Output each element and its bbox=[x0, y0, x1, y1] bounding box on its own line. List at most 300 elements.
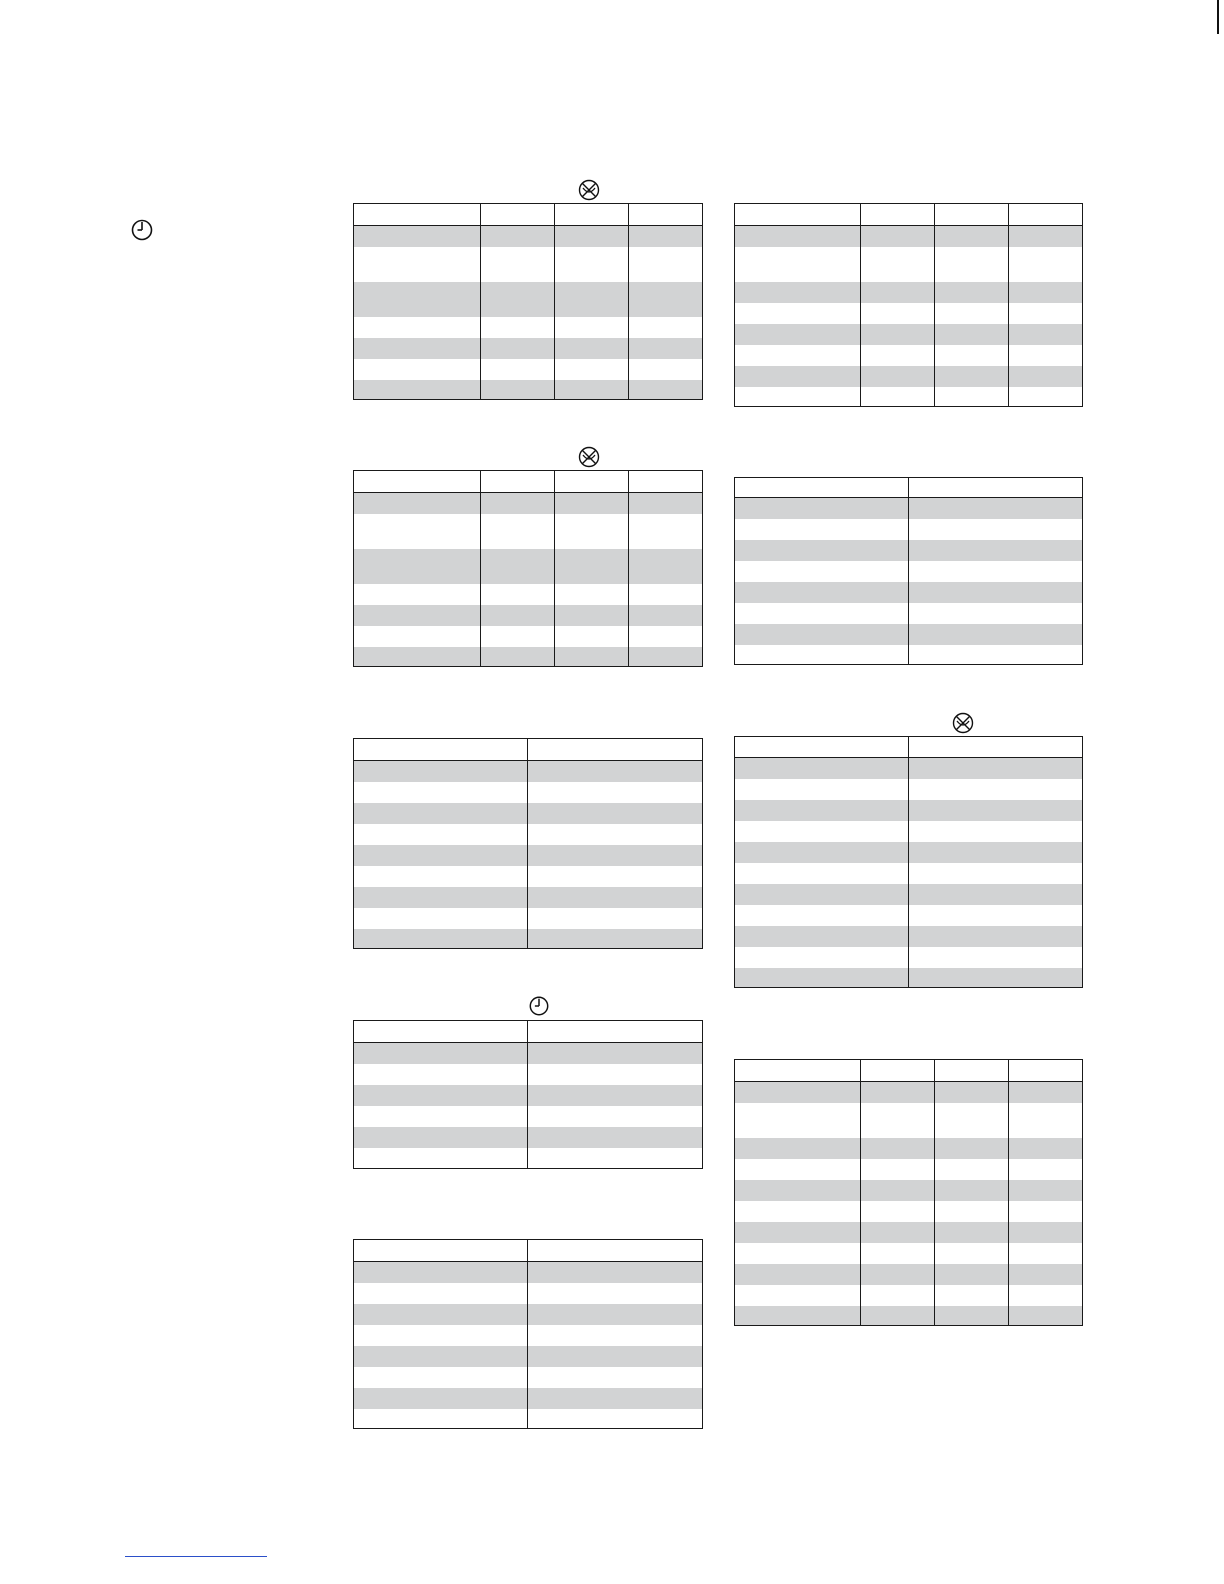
table-cell bbox=[354, 647, 481, 667]
table-header-row bbox=[354, 204, 703, 226]
crossed-bowl-icon bbox=[952, 712, 974, 734]
table-cell bbox=[861, 1180, 935, 1201]
table-row bbox=[735, 884, 1083, 905]
table-cell bbox=[935, 1201, 1009, 1222]
table-cell bbox=[935, 1243, 1009, 1264]
timer-icon bbox=[130, 218, 154, 242]
table-cell bbox=[861, 1306, 935, 1326]
table-cell bbox=[555, 247, 629, 282]
table-cell bbox=[861, 247, 935, 282]
table-cell bbox=[354, 1085, 528, 1106]
table-cell bbox=[735, 905, 909, 926]
table-cell bbox=[528, 1085, 703, 1106]
table-cell bbox=[909, 603, 1083, 624]
table-cell bbox=[935, 324, 1009, 345]
table-row bbox=[735, 387, 1083, 407]
table-row bbox=[354, 247, 703, 282]
table-cell bbox=[354, 359, 481, 380]
table-cell bbox=[354, 1240, 528, 1262]
table-cell bbox=[1009, 1159, 1083, 1180]
table-cell bbox=[481, 247, 555, 282]
table-cell bbox=[629, 493, 703, 514]
table-row bbox=[735, 645, 1083, 665]
table-cell bbox=[909, 905, 1083, 926]
table-cell bbox=[481, 493, 555, 514]
table-cell bbox=[555, 282, 629, 317]
table-cell bbox=[354, 514, 481, 549]
table-row bbox=[735, 303, 1083, 324]
program-table-6 bbox=[734, 203, 1083, 407]
table-cell bbox=[909, 842, 1083, 863]
table-row bbox=[354, 282, 703, 317]
table-row bbox=[735, 345, 1083, 366]
page-edge-rule bbox=[1217, 0, 1219, 34]
table-cell bbox=[629, 359, 703, 380]
table-cell bbox=[528, 1043, 703, 1064]
table-row bbox=[354, 1064, 703, 1085]
table-row bbox=[735, 247, 1083, 282]
program-table-5 bbox=[353, 1239, 703, 1429]
table-row bbox=[735, 498, 1083, 519]
table-cell bbox=[528, 1367, 703, 1388]
table-cell bbox=[528, 1325, 703, 1346]
table-row bbox=[354, 1127, 703, 1148]
table-row bbox=[735, 561, 1083, 582]
table-cell bbox=[1009, 1264, 1083, 1285]
table-cell bbox=[735, 884, 909, 905]
table-row bbox=[735, 226, 1083, 247]
table-cell bbox=[735, 1180, 861, 1201]
table-cell bbox=[1009, 387, 1083, 407]
table-row bbox=[354, 380, 703, 400]
table-cell bbox=[735, 478, 909, 498]
table-cell bbox=[629, 247, 703, 282]
table-cell bbox=[555, 549, 629, 584]
header-cell bbox=[555, 204, 629, 226]
table-cell bbox=[909, 968, 1083, 988]
table-cell bbox=[354, 1021, 528, 1043]
table-cell bbox=[1009, 247, 1083, 282]
program-table-1 bbox=[353, 203, 703, 400]
table-cell bbox=[528, 1283, 703, 1304]
table-cell bbox=[354, 338, 481, 359]
table-row bbox=[354, 514, 703, 549]
table-row bbox=[735, 1159, 1083, 1180]
footer-link-underline[interactable] bbox=[125, 1556, 267, 1557]
table-cell bbox=[528, 1106, 703, 1127]
table-cell bbox=[909, 561, 1083, 582]
program-table-8 bbox=[734, 736, 1083, 988]
table-cell bbox=[528, 866, 703, 887]
table-cell bbox=[735, 345, 861, 366]
table-row bbox=[354, 1085, 703, 1106]
table-cell bbox=[735, 1060, 861, 1082]
table-cell bbox=[528, 1148, 703, 1169]
table-row bbox=[735, 1082, 1083, 1103]
table-cell bbox=[935, 282, 1009, 303]
table-row bbox=[354, 866, 703, 887]
table-row bbox=[354, 626, 703, 647]
table-cell bbox=[555, 647, 629, 667]
table-cell bbox=[1009, 1138, 1083, 1159]
table-cell bbox=[861, 282, 935, 303]
table-row bbox=[735, 1306, 1083, 1326]
table-cell bbox=[861, 1201, 935, 1222]
table-cell bbox=[481, 317, 555, 338]
table-cell bbox=[555, 584, 629, 605]
table-cell bbox=[528, 887, 703, 908]
table-header-row bbox=[354, 471, 703, 493]
table-cell bbox=[629, 471, 703, 493]
table-cell bbox=[555, 226, 629, 247]
table-cell bbox=[528, 845, 703, 866]
table-cell bbox=[735, 561, 909, 582]
table-row bbox=[735, 1103, 1083, 1138]
table-row bbox=[735, 968, 1083, 988]
table-cell bbox=[909, 884, 1083, 905]
table-row bbox=[735, 1180, 1083, 1201]
table-cell bbox=[735, 540, 909, 561]
table-cell bbox=[555, 317, 629, 338]
table-cell bbox=[481, 282, 555, 317]
table-cell bbox=[1009, 1306, 1083, 1326]
table-cell bbox=[528, 824, 703, 845]
table-row bbox=[735, 282, 1083, 303]
header-cell bbox=[629, 204, 703, 226]
table-cell bbox=[629, 380, 703, 400]
table-cell bbox=[354, 1283, 528, 1304]
table-cell bbox=[935, 1180, 1009, 1201]
table-cell bbox=[735, 737, 909, 758]
table-cell bbox=[528, 761, 703, 782]
table-cell bbox=[861, 387, 935, 407]
table-row bbox=[735, 366, 1083, 387]
table-row bbox=[354, 1262, 703, 1283]
table-cell bbox=[354, 1409, 528, 1429]
table-cell bbox=[935, 226, 1009, 247]
table-cell bbox=[354, 782, 528, 803]
table-cell bbox=[861, 226, 935, 247]
table-cell bbox=[735, 603, 909, 624]
table-cell bbox=[481, 359, 555, 380]
table-cell bbox=[935, 1060, 1009, 1082]
table-row bbox=[735, 758, 1083, 779]
table-cell bbox=[354, 626, 481, 647]
table-cell bbox=[528, 803, 703, 824]
table-cell bbox=[1009, 282, 1083, 303]
table-cell bbox=[861, 204, 935, 226]
table-cell bbox=[735, 1138, 861, 1159]
table-cell bbox=[735, 779, 909, 800]
table-cell bbox=[354, 493, 481, 514]
table-cell bbox=[935, 204, 1009, 226]
table-row bbox=[354, 1367, 703, 1388]
table-row bbox=[735, 582, 1083, 603]
table-cell bbox=[629, 317, 703, 338]
table-cell bbox=[909, 645, 1083, 665]
table-cell bbox=[354, 887, 528, 908]
table-row bbox=[354, 1043, 703, 1064]
table-row bbox=[735, 800, 1083, 821]
table-cell bbox=[935, 247, 1009, 282]
table-cell bbox=[735, 863, 909, 884]
program-table-4 bbox=[353, 1020, 703, 1169]
table-cell bbox=[935, 1138, 1009, 1159]
table-cell bbox=[481, 584, 555, 605]
table-row bbox=[735, 624, 1083, 645]
table-cell bbox=[481, 338, 555, 359]
table-cell bbox=[629, 584, 703, 605]
table-cell bbox=[629, 626, 703, 647]
table-cell bbox=[528, 908, 703, 929]
table-cell bbox=[861, 1285, 935, 1306]
table-header-row bbox=[735, 204, 1083, 226]
table-row bbox=[735, 324, 1083, 345]
table-cell bbox=[528, 1127, 703, 1148]
table-cell bbox=[1009, 345, 1083, 366]
table-cell bbox=[1009, 1285, 1083, 1306]
table-cell bbox=[555, 605, 629, 626]
table-cell bbox=[1009, 1201, 1083, 1222]
table-cell bbox=[354, 1064, 528, 1085]
table-cell bbox=[1009, 1082, 1083, 1103]
table-cell bbox=[629, 549, 703, 584]
table-cell bbox=[1009, 303, 1083, 324]
table-cell bbox=[909, 582, 1083, 603]
table-cell bbox=[354, 1043, 528, 1064]
table-cell bbox=[909, 758, 1083, 779]
table-cell bbox=[555, 471, 629, 493]
table-row bbox=[735, 842, 1083, 863]
program-table-3 bbox=[353, 738, 703, 949]
table-row bbox=[354, 782, 703, 803]
table-cell bbox=[735, 324, 861, 345]
table-row bbox=[735, 821, 1083, 842]
table-cell bbox=[629, 338, 703, 359]
table-cell bbox=[861, 1103, 935, 1138]
table-cell bbox=[909, 800, 1083, 821]
table-cell bbox=[528, 1388, 703, 1409]
table-cell bbox=[861, 345, 935, 366]
program-table-9 bbox=[734, 1059, 1083, 1326]
table-cell bbox=[354, 1127, 528, 1148]
table-cell bbox=[629, 647, 703, 667]
table-row bbox=[354, 929, 703, 949]
table-row bbox=[735, 863, 1083, 884]
table-cell bbox=[909, 498, 1083, 519]
table-cell bbox=[735, 1082, 861, 1103]
table-cell bbox=[861, 1243, 935, 1264]
table-row bbox=[354, 359, 703, 380]
table-cell bbox=[935, 1103, 1009, 1138]
table-row bbox=[354, 1325, 703, 1346]
table-cell bbox=[528, 782, 703, 803]
table-cell bbox=[909, 519, 1083, 540]
table-cell bbox=[629, 514, 703, 549]
table-cell bbox=[555, 493, 629, 514]
program-table-2 bbox=[353, 470, 703, 667]
table-cell bbox=[354, 1262, 528, 1283]
table-row bbox=[354, 1388, 703, 1409]
table-cell bbox=[629, 226, 703, 247]
table-cell bbox=[354, 866, 528, 887]
table-row bbox=[354, 908, 703, 929]
table-cell bbox=[528, 1064, 703, 1085]
header-cell bbox=[354, 204, 481, 226]
table-cell bbox=[1009, 226, 1083, 247]
table-cell bbox=[735, 821, 909, 842]
table-cell bbox=[735, 1285, 861, 1306]
table-row bbox=[735, 519, 1083, 540]
table-cell bbox=[935, 1306, 1009, 1326]
table-cell bbox=[935, 1285, 1009, 1306]
table-cell bbox=[909, 624, 1083, 645]
table-row bbox=[735, 603, 1083, 624]
table-cell bbox=[481, 226, 555, 247]
table-row bbox=[354, 647, 703, 667]
table-cell bbox=[861, 1138, 935, 1159]
table-cell bbox=[354, 282, 481, 317]
table-cell bbox=[735, 645, 909, 665]
table-cell bbox=[354, 824, 528, 845]
table-cell bbox=[861, 1060, 935, 1082]
table-cell bbox=[629, 605, 703, 626]
table-cell bbox=[481, 647, 555, 667]
table-cell bbox=[481, 471, 555, 493]
table-cell bbox=[909, 863, 1083, 884]
table-cell bbox=[528, 1240, 703, 1262]
table-cell bbox=[528, 739, 703, 761]
table-row bbox=[735, 1243, 1083, 1264]
table-cell bbox=[354, 605, 481, 626]
table-cell bbox=[735, 204, 861, 226]
table-header-row bbox=[354, 1021, 703, 1043]
table-row bbox=[735, 1285, 1083, 1306]
table-cell bbox=[909, 478, 1083, 498]
table-cell bbox=[861, 1082, 935, 1103]
table-cell bbox=[354, 247, 481, 282]
table-cell bbox=[354, 1325, 528, 1346]
table-header-row bbox=[735, 1060, 1083, 1082]
table-cell bbox=[354, 929, 528, 949]
table-cell bbox=[481, 380, 555, 400]
table-row bbox=[354, 493, 703, 514]
table-cell bbox=[935, 366, 1009, 387]
table-cell bbox=[735, 1222, 861, 1243]
table-cell bbox=[528, 1409, 703, 1429]
table-cell bbox=[909, 540, 1083, 561]
table-cell bbox=[909, 779, 1083, 800]
table-cell bbox=[735, 247, 861, 282]
table-cell bbox=[909, 737, 1083, 758]
table-cell bbox=[555, 514, 629, 549]
table-cell bbox=[735, 387, 861, 407]
table-cell bbox=[735, 800, 909, 821]
table-cell bbox=[354, 803, 528, 824]
table-cell bbox=[528, 929, 703, 949]
table-cell bbox=[528, 1262, 703, 1283]
table-cell bbox=[1009, 1060, 1083, 1082]
table-cell bbox=[735, 842, 909, 863]
table-cell bbox=[528, 1346, 703, 1367]
table-cell bbox=[935, 1222, 1009, 1243]
table-cell bbox=[735, 968, 909, 988]
table-cell bbox=[354, 1346, 528, 1367]
table-row bbox=[354, 761, 703, 782]
table-cell bbox=[735, 303, 861, 324]
table-cell bbox=[861, 1159, 935, 1180]
table-header-row bbox=[735, 478, 1083, 498]
timer-icon bbox=[528, 995, 550, 1017]
crossed-bowl-icon bbox=[578, 446, 600, 468]
table-cell bbox=[1009, 324, 1083, 345]
header-cell bbox=[481, 204, 555, 226]
table-row bbox=[354, 845, 703, 866]
table-cell bbox=[735, 947, 909, 968]
table-cell bbox=[528, 1021, 703, 1043]
table-cell bbox=[354, 1148, 528, 1169]
table-row bbox=[354, 1148, 703, 1169]
table-row bbox=[354, 1106, 703, 1127]
table-cell bbox=[861, 324, 935, 345]
table-cell bbox=[354, 549, 481, 584]
table-cell bbox=[735, 624, 909, 645]
table-row bbox=[735, 1138, 1083, 1159]
table-cell bbox=[1009, 204, 1083, 226]
table-cell bbox=[1009, 1103, 1083, 1138]
table-cell bbox=[354, 1388, 528, 1409]
table-row bbox=[354, 605, 703, 626]
table-row bbox=[354, 887, 703, 908]
table-cell bbox=[735, 1159, 861, 1180]
table-row bbox=[354, 1409, 703, 1429]
table-row bbox=[354, 584, 703, 605]
table-cell bbox=[354, 584, 481, 605]
table-row bbox=[354, 824, 703, 845]
table-header-row bbox=[735, 737, 1083, 758]
table-row bbox=[735, 1222, 1083, 1243]
table-cell bbox=[861, 1222, 935, 1243]
table-cell bbox=[354, 1304, 528, 1325]
table-cell bbox=[735, 926, 909, 947]
table-cell bbox=[528, 1304, 703, 1325]
table-cell bbox=[735, 519, 909, 540]
table-header-row bbox=[354, 1240, 703, 1262]
table-cell bbox=[735, 582, 909, 603]
table-cell bbox=[629, 282, 703, 317]
table-cell bbox=[735, 1306, 861, 1326]
table-cell bbox=[935, 1264, 1009, 1285]
table-cell bbox=[1009, 366, 1083, 387]
table-cell bbox=[735, 1243, 861, 1264]
table-cell bbox=[354, 317, 481, 338]
table-cell bbox=[735, 1264, 861, 1285]
table-cell bbox=[555, 338, 629, 359]
table-cell bbox=[909, 926, 1083, 947]
table-cell bbox=[1009, 1180, 1083, 1201]
table-cell bbox=[735, 282, 861, 303]
table-cell bbox=[935, 303, 1009, 324]
table-cell bbox=[354, 380, 481, 400]
table-cell bbox=[935, 1082, 1009, 1103]
table-cell bbox=[354, 761, 528, 782]
program-table-7 bbox=[734, 477, 1083, 665]
table-cell bbox=[735, 366, 861, 387]
table-cell bbox=[735, 498, 909, 519]
table-cell bbox=[354, 471, 481, 493]
table-row bbox=[735, 1264, 1083, 1285]
table-cell bbox=[935, 345, 1009, 366]
